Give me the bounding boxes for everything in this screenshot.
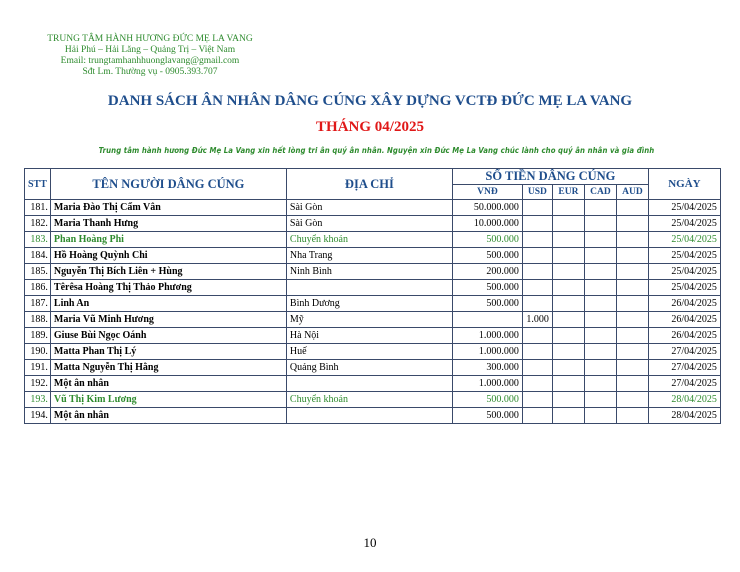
row-amount-usd — [522, 392, 552, 408]
row-amount-usd — [522, 264, 552, 280]
row-stt: 183. — [25, 232, 51, 248]
header-line: Hải Phú – Hải Lăng – Quảng Trị – Việt Nam — [64, 45, 236, 55]
row-amount-usd — [522, 248, 552, 264]
row-date: 26/04/2025 — [648, 296, 720, 312]
row-amount-vnd: 50.000.000 — [452, 200, 522, 216]
row-stt: 192. — [25, 376, 51, 392]
row-address: Ninh Bình — [286, 264, 452, 280]
row-amount-eur — [552, 216, 584, 232]
row-address — [286, 376, 452, 392]
row-stt: 182. — [25, 216, 51, 232]
row-date: 25/04/2025 — [648, 232, 720, 248]
row-date: 25/04/2025 — [648, 280, 720, 296]
row-amount-cad — [584, 264, 616, 280]
row-name: Têrêsa Hoàng Thị Thảo Phương — [50, 280, 286, 296]
row-address: Sài Gòn — [286, 216, 452, 232]
row-stt: 184. — [25, 248, 51, 264]
row-name: Matta Nguyễn Thị Hằng — [50, 360, 286, 376]
row-address: Sài Gòn — [286, 200, 452, 216]
table-row — [25, 264, 721, 280]
row-stt: 187. — [25, 296, 51, 312]
table-row — [25, 280, 721, 296]
table-row — [25, 376, 721, 392]
header-amount: SỐ TIỀN DÂNG CÚNG — [452, 169, 648, 185]
row-amount-usd — [522, 200, 552, 216]
row-address: Chuyển khoản — [286, 232, 452, 248]
row-amount-cad — [584, 232, 616, 248]
header-line: Sđt Lm. Thường vụ - 0905.393.707 — [82, 67, 218, 77]
header-address: ĐỊA CHỈ — [286, 169, 452, 200]
row-date: 25/04/2025 — [648, 200, 720, 216]
row-amount-eur — [552, 280, 584, 296]
row-amount-usd — [522, 280, 552, 296]
row-amount-cad — [584, 280, 616, 296]
row-amount-vnd: 500.000 — [452, 280, 522, 296]
row-amount-eur — [552, 376, 584, 392]
row-date: 26/04/2025 — [648, 328, 720, 344]
row-amount-aud — [616, 328, 648, 344]
row-stt: 188. — [25, 312, 51, 328]
row-amount-eur — [552, 248, 584, 264]
row-amount-aud — [616, 312, 648, 328]
row-name: Linh An — [50, 296, 286, 312]
row-amount-usd — [522, 328, 552, 344]
row-amount-usd — [522, 344, 552, 360]
row-address: Bình Dương — [286, 296, 452, 312]
row-amount-eur — [552, 264, 584, 280]
row-address — [286, 408, 452, 424]
header-date: NGÀY — [648, 169, 720, 200]
row-amount-usd — [522, 408, 552, 424]
row-date: 27/04/2025 — [648, 376, 720, 392]
row-amount-aud — [616, 408, 648, 424]
row-date: 25/04/2025 — [648, 216, 720, 232]
row-address: Chuyển khoản — [286, 392, 452, 408]
row-amount-cad — [584, 344, 616, 360]
row-amount-vnd: 1.000.000 — [452, 344, 522, 360]
row-address: Mỹ — [286, 312, 452, 328]
row-amount-vnd: 10.000.000 — [452, 216, 522, 232]
row-amount-eur — [552, 312, 584, 328]
row-stt: 190. — [25, 344, 51, 360]
row-amount-aud — [616, 376, 648, 392]
row-amount-cad — [584, 376, 616, 392]
table-row — [25, 392, 721, 408]
row-date: 28/04/2025 — [648, 408, 720, 424]
row-name: Một ân nhân — [50, 408, 286, 424]
row-name: Nguyễn Thị Bích Liên + Hùng — [50, 264, 286, 280]
row-date: 25/04/2025 — [648, 248, 720, 264]
row-amount-cad — [584, 328, 616, 344]
row-amount-aud — [616, 360, 648, 376]
row-amount-eur — [552, 328, 584, 344]
row-stt: 193. — [25, 392, 51, 408]
row-amount-aud — [616, 232, 648, 248]
row-amount-cad — [584, 296, 616, 312]
table-row — [25, 216, 721, 232]
row-amount-cad — [584, 248, 616, 264]
row-amount-eur — [552, 392, 584, 408]
row-amount-eur — [552, 408, 584, 424]
row-name: Vũ Thị Kim Lương — [50, 392, 286, 408]
row-amount-aud — [616, 200, 648, 216]
row-date: 25/04/2025 — [648, 264, 720, 280]
row-amount-eur — [552, 360, 584, 376]
row-amount-vnd: 1.000.000 — [452, 376, 522, 392]
table-row — [25, 296, 721, 312]
row-amount-usd: 1.000 — [522, 312, 552, 328]
row-amount-aud — [616, 248, 648, 264]
row-amount-usd — [522, 216, 552, 232]
row-amount-cad — [584, 312, 616, 328]
row-address: Hà Nội — [286, 328, 452, 344]
gratitude-slogan: Trung tâm hành hương Đức Mẹ La Vang xin hết lòng tri ân quý ân nhân. Nguyện xin Đức Mẹ La Vang chúc lành cho quý ân nhân và gia đình — [98, 145, 655, 155]
header-line: Email: trungtamhanhhuonglavang@gmail.com — [60, 56, 240, 66]
page-number: 10 — [363, 535, 377, 550]
table-row — [25, 200, 721, 216]
row-amount-eur — [552, 200, 584, 216]
row-amount-eur — [552, 344, 584, 360]
header-currency-usd: USD — [522, 185, 552, 200]
row-address: Quảng Bình — [286, 360, 452, 376]
row-amount-eur — [552, 296, 584, 312]
header-currency-aud: AUD — [616, 185, 648, 200]
table-row — [25, 232, 721, 248]
row-date: 26/04/2025 — [648, 312, 720, 328]
month-heading: THÁNG 04/2025 — [316, 119, 424, 135]
document-title: DANH SÁCH ÂN NHÂN DÂNG CÚNG XÂY DỰNG VCTĐ ĐỨC MẸ LA VANG — [107, 93, 633, 109]
row-amount-cad — [584, 392, 616, 408]
table-row — [25, 408, 721, 424]
row-amount-aud — [616, 344, 648, 360]
row-address — [286, 280, 452, 296]
row-amount-vnd: 1.000.000 — [452, 328, 522, 344]
row-address: Nha Trang — [286, 248, 452, 264]
row-stt: 194. — [25, 408, 51, 424]
header-currency-cad: CAD — [584, 185, 616, 200]
row-stt: 189. — [25, 328, 51, 344]
row-amount-aud — [616, 280, 648, 296]
row-amount-cad — [584, 360, 616, 376]
row-date: 28/04/2025 — [648, 392, 720, 408]
header-currency-vnd: VNĐ — [452, 185, 522, 200]
row-amount-eur — [552, 232, 584, 248]
row-name: Maria Thanh Hưng — [50, 216, 286, 232]
table-row — [25, 248, 721, 264]
row-amount-aud — [616, 264, 648, 280]
row-amount-usd — [522, 232, 552, 248]
row-name: Phan Hoàng Phi — [50, 232, 286, 248]
row-stt: 191. — [25, 360, 51, 376]
row-amount-cad — [584, 200, 616, 216]
row-amount-cad — [584, 408, 616, 424]
row-name: Maria Đào Thị Cẩm Vân — [50, 200, 286, 216]
row-name: Một ân nhân — [50, 376, 286, 392]
row-stt: 181. — [25, 200, 51, 216]
row-amount-aud — [616, 216, 648, 232]
row-date: 27/04/2025 — [648, 344, 720, 360]
row-amount-vnd: 500.000 — [452, 392, 522, 408]
table-row — [25, 344, 721, 360]
row-stt: 186. — [25, 280, 51, 296]
row-amount-cad — [584, 216, 616, 232]
row-amount-vnd: 200.000 — [452, 264, 522, 280]
row-amount-vnd — [452, 312, 522, 328]
row-name: Maria Vũ Minh Hương — [50, 312, 286, 328]
row-stt: 185. — [25, 264, 51, 280]
row-amount-vnd: 500.000 — [452, 232, 522, 248]
table-row — [25, 360, 721, 376]
table-row — [25, 312, 721, 328]
row-amount-usd — [522, 360, 552, 376]
row-name: Giuse Bùi Ngọc Oánh — [50, 328, 286, 344]
row-address: Huế — [286, 344, 452, 360]
row-date: 27/04/2025 — [648, 360, 720, 376]
row-amount-vnd: 500.000 — [452, 296, 522, 312]
header-currency-eur: EUR — [552, 185, 584, 200]
row-amount-usd — [522, 296, 552, 312]
organization-header — [40, 34, 260, 78]
header-stt: STT — [25, 169, 51, 200]
row-name: Matta Phan Thị Lý — [50, 344, 286, 360]
row-amount-vnd: 300.000 — [452, 360, 522, 376]
row-amount-aud — [616, 296, 648, 312]
header-name: TÊN NGƯỜI DÂNG CÚNG — [50, 169, 286, 200]
row-amount-aud — [616, 392, 648, 408]
table-row — [25, 328, 721, 344]
donor-table — [24, 168, 721, 424]
row-amount-vnd: 500.000 — [452, 408, 522, 424]
row-amount-vnd: 500.000 — [452, 248, 522, 264]
row-name: Hồ Hoàng Quỳnh Chi — [50, 248, 286, 264]
header-line: TRUNG TÂM HÀNH HƯƠNG ĐỨC MẸ LA VANG — [47, 34, 253, 44]
row-amount-usd — [522, 376, 552, 392]
